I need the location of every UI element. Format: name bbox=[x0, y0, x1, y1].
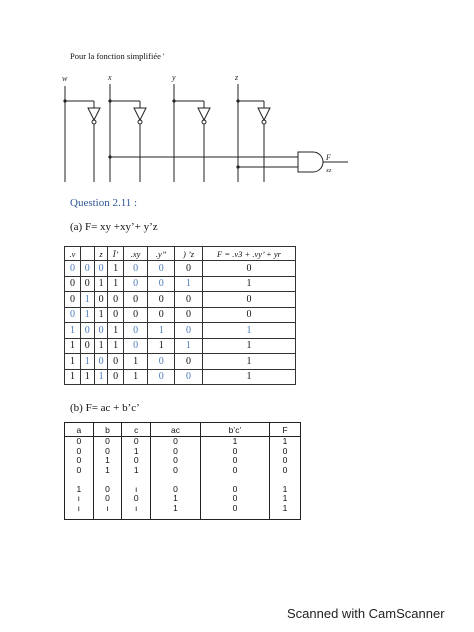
input-label-w: w bbox=[62, 74, 68, 83]
table-cell: 1 bbox=[80, 354, 94, 370]
output-label: F bbox=[326, 153, 331, 162]
table-cell: 0 bbox=[148, 369, 175, 385]
intro-text: Pour la fonction simplifiée ' bbox=[70, 51, 165, 61]
table-spacer-cell bbox=[65, 515, 94, 520]
truth-table-a bbox=[64, 246, 296, 385]
table-b-header-cell: ac bbox=[151, 423, 201, 437]
table-a-body bbox=[65, 261, 296, 385]
table-cell: 0 bbox=[94, 261, 108, 277]
table-b-header-cell: c bbox=[122, 423, 151, 437]
table-cell: 0 bbox=[148, 292, 175, 308]
table-cell: 0 bbox=[65, 307, 81, 323]
table-row bbox=[65, 292, 296, 308]
table-cell: 0 bbox=[123, 338, 148, 354]
table-cell: 0 bbox=[94, 354, 108, 370]
output-sub-label: xz bbox=[326, 167, 332, 174]
table-cell: 1 bbox=[108, 261, 123, 277]
table-row bbox=[65, 369, 296, 385]
table-cell: 0 bbox=[175, 354, 203, 370]
table-a-header-cell: .y” bbox=[148, 247, 175, 261]
table-b-header-cell: a bbox=[65, 423, 94, 437]
not-gate-w bbox=[88, 108, 100, 120]
table-spacer-cell bbox=[269, 515, 300, 520]
table-cell: 0 bbox=[175, 261, 203, 277]
table-b-header-cell: b bbox=[93, 423, 122, 437]
table-cell: 0 bbox=[123, 323, 148, 339]
table-cell: 0 bbox=[80, 261, 94, 277]
table-cell: 0 bbox=[123, 261, 148, 277]
not-gate-z bbox=[258, 108, 270, 120]
table-column-values: 0 1 0 1 ı 0 ı bbox=[122, 437, 151, 516]
table-cell: 1 bbox=[94, 338, 108, 354]
table-spacer-cell bbox=[93, 515, 122, 520]
table-cell: 1 bbox=[123, 354, 148, 370]
table-a-header-cell: F = .v3 + .vy’ + yr bbox=[203, 247, 296, 261]
table-cell: 0 bbox=[148, 276, 175, 292]
table-a-header-cell bbox=[80, 247, 94, 261]
table-cell: 1 bbox=[203, 369, 296, 385]
table-row bbox=[65, 276, 296, 292]
table-cell: 0 bbox=[175, 292, 203, 308]
table-a-header-cell: .v bbox=[65, 247, 81, 261]
question-title: Question 2.11 : bbox=[70, 197, 138, 209]
table-row bbox=[65, 338, 296, 354]
table-cell: 0 bbox=[80, 276, 94, 292]
table-cell: 1 bbox=[148, 323, 175, 339]
input-label-y: y bbox=[172, 73, 176, 82]
table-cell: 1 bbox=[80, 292, 94, 308]
table-cell: 0 bbox=[203, 292, 296, 308]
table-column-values: 0 0 0 0 0 1 1 bbox=[151, 437, 201, 516]
table-cell: 0 bbox=[203, 307, 296, 323]
table-a-header-cell: ) ’z bbox=[175, 247, 203, 261]
table-b-header-cell: F bbox=[269, 423, 300, 437]
table-cell: 0 bbox=[65, 276, 81, 292]
table-a-header-cell: Ï’ bbox=[108, 247, 123, 261]
table-spacer-cell bbox=[122, 515, 151, 520]
table-row bbox=[65, 261, 296, 277]
table-cell: 0 bbox=[80, 338, 94, 354]
table-cell: 1 bbox=[65, 369, 81, 385]
scanner-footer: Scanned with CamScanner bbox=[287, 606, 445, 621]
table-a-header-row bbox=[65, 247, 296, 261]
input-label-z: z bbox=[235, 73, 239, 82]
table-cell: 1 bbox=[80, 369, 94, 385]
table-cell: 1 bbox=[108, 323, 123, 339]
table-cell: 1 bbox=[65, 323, 81, 339]
table-cell: 0 bbox=[175, 369, 203, 385]
not-gate-y bbox=[198, 108, 210, 120]
table-row bbox=[65, 437, 301, 516]
table-cell: 0 bbox=[123, 307, 148, 323]
table-cell: 1 bbox=[203, 323, 296, 339]
table-cell: 1 bbox=[175, 338, 203, 354]
table-cell: 0 bbox=[80, 323, 94, 339]
table-cell: 0 bbox=[94, 323, 108, 339]
table-cell: 1 bbox=[203, 354, 296, 370]
table-cell: 0 bbox=[94, 292, 108, 308]
table-b-header-cell: b’c’ bbox=[201, 423, 270, 437]
table-column-values: 1 0 0 0 1 1 1 bbox=[269, 437, 300, 516]
table-cell: 0 bbox=[175, 307, 203, 323]
table-cell: 0 bbox=[175, 323, 203, 339]
part-b-equation: (b) F= ac + b’c’ bbox=[70, 402, 140, 414]
table-cell: 1 bbox=[94, 276, 108, 292]
table-cell: 1 bbox=[123, 369, 148, 385]
table-cell: 1 bbox=[203, 276, 296, 292]
table-cell: 1 bbox=[94, 307, 108, 323]
table-spacer-cell bbox=[151, 515, 201, 520]
table-cell: 0 bbox=[148, 307, 175, 323]
table-cell: 0 bbox=[123, 276, 148, 292]
table-cell: 0 bbox=[65, 261, 81, 277]
table-cell: 1 bbox=[108, 338, 123, 354]
table-cell: 0 bbox=[65, 292, 81, 308]
table-column-values: 1 0 0 0 0 0 0 bbox=[201, 437, 270, 516]
table-cell: 1 bbox=[80, 307, 94, 323]
table-cell: 1 bbox=[148, 338, 175, 354]
table-cell: 1 bbox=[175, 276, 203, 292]
table-cell: 0 bbox=[148, 354, 175, 370]
table-cell: 0 bbox=[108, 292, 123, 308]
table-cell: 0 bbox=[108, 369, 123, 385]
table-cell: 1 bbox=[94, 369, 108, 385]
table-column-values: 0 0 1 1 0 0 ı bbox=[93, 437, 122, 516]
table-b-header-row bbox=[65, 423, 301, 437]
table-cell: 0 bbox=[203, 261, 296, 277]
table-row bbox=[65, 323, 296, 339]
part-a-equation: (a) F= xy +xy’+ y’z bbox=[70, 221, 158, 233]
table-column-values: 0 0 0 0 1 ı ı bbox=[65, 437, 94, 516]
table-a-header-cell: .xy bbox=[123, 247, 148, 261]
table-bottom-border bbox=[65, 515, 301, 520]
table-a-header-cell: z bbox=[94, 247, 108, 261]
not-gate-x bbox=[134, 108, 146, 120]
table-row bbox=[65, 354, 296, 370]
logic-circuit bbox=[58, 72, 358, 182]
table-cell: 0 bbox=[148, 261, 175, 277]
table-b-body bbox=[65, 437, 301, 520]
table-cell: 1 bbox=[65, 338, 81, 354]
table-cell: 1 bbox=[108, 276, 123, 292]
table-spacer-cell bbox=[201, 515, 270, 520]
truth-table-b bbox=[64, 422, 301, 520]
and-gate bbox=[298, 152, 323, 172]
table-cell: 1 bbox=[65, 354, 81, 370]
table-row bbox=[65, 307, 296, 323]
table-cell: 1 bbox=[203, 338, 296, 354]
input-label-x: x bbox=[108, 73, 112, 82]
table-cell: 0 bbox=[108, 354, 123, 370]
table-cell: 0 bbox=[123, 292, 148, 308]
table-cell: 0 bbox=[108, 307, 123, 323]
